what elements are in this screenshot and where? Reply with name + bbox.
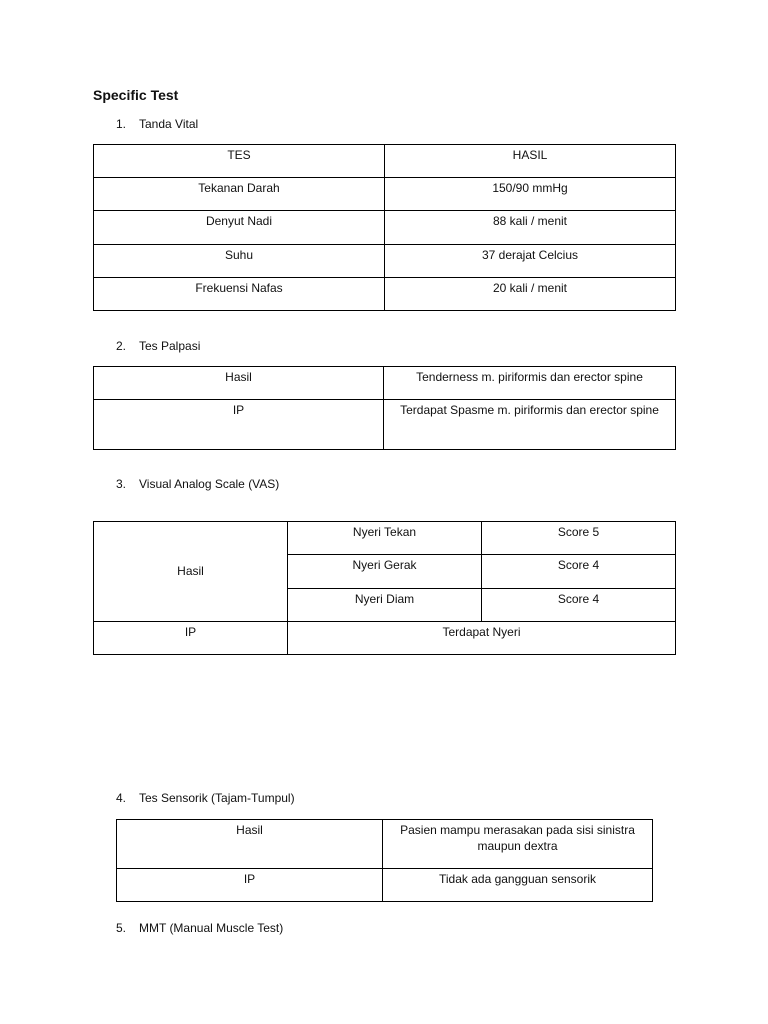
- table-cell: 150/90 mmHg: [385, 178, 676, 211]
- table-cell: Terdapat Nyeri: [288, 622, 676, 655]
- section-5-number: 5.: [116, 921, 127, 935]
- page-title: Specific Test: [93, 87, 179, 103]
- table-cell: Tenderness m. piriformis dan erector spine: [384, 367, 676, 400]
- table-row: [94, 522, 676, 555]
- table-cell: IP: [94, 400, 384, 450]
- table-cell: Score 4: [482, 589, 676, 622]
- vas-group-label: Hasil: [94, 522, 288, 622]
- table-cell: Denyut Nadi: [94, 211, 385, 245]
- section-2-heading: [116, 339, 200, 353]
- table-row: [94, 622, 676, 655]
- table-row: [94, 367, 676, 400]
- table-row: [94, 400, 676, 450]
- table-cell: 37 derajat Celcius: [385, 245, 676, 278]
- table-cell: Hasil: [94, 367, 384, 400]
- table-header-row: [94, 145, 676, 178]
- section-2-number: 2.: [116, 339, 127, 353]
- table-cell: Hasil: [117, 820, 383, 869]
- table-cell: 20 kali / menit: [385, 278, 676, 311]
- section-2-label: Tes Palpasi: [139, 339, 201, 353]
- table-row: [117, 869, 653, 902]
- section-1-heading: [116, 117, 198, 131]
- section-3-label: Visual Analog Scale (VAS): [139, 477, 280, 491]
- table-cell: IP: [117, 869, 383, 902]
- section-1-label: Tanda Vital: [139, 117, 199, 131]
- table-row: [94, 211, 676, 245]
- table-cell: Terdapat Spasme m. piriformis dan erector spine: [384, 400, 676, 450]
- table-cell: 88 kali / menit: [385, 211, 676, 245]
- vital-signs-table: [93, 144, 676, 311]
- table-cell: Nyeri Diam: [288, 589, 482, 622]
- table-cell: Suhu: [94, 245, 385, 278]
- section-5-heading: [116, 921, 283, 935]
- table-cell: Pasien mampu merasakan pada sisi sinistra maupun dextra: [383, 820, 653, 869]
- table-cell: Score 5: [482, 522, 676, 555]
- table-row: [94, 278, 676, 311]
- section-4-number: 4.: [116, 791, 127, 805]
- table-row: [94, 245, 676, 278]
- palpation-table: [93, 366, 676, 450]
- section-4-heading: [116, 791, 295, 805]
- header-tes: TES: [94, 145, 385, 178]
- section-1-number: 1.: [116, 117, 127, 131]
- section-4-label: Tes Sensorik (Tajam-Tumpul): [139, 791, 295, 805]
- vas-table: [93, 521, 676, 655]
- table-cell: IP: [94, 622, 288, 655]
- section-3-heading: [116, 477, 279, 491]
- table-cell: Nyeri Gerak: [288, 555, 482, 589]
- table-cell: Score 4: [482, 555, 676, 589]
- table-cell: Tidak ada gangguan sensorik: [383, 869, 653, 902]
- section-3-number: 3.: [116, 477, 127, 491]
- sensory-table: [116, 819, 653, 902]
- table-cell: Nyeri Tekan: [288, 522, 482, 555]
- header-hasil: HASIL: [385, 145, 676, 178]
- table-cell: Tekanan Darah: [94, 178, 385, 211]
- table-row: [94, 178, 676, 211]
- table-row: [117, 820, 653, 869]
- section-5-label: MMT (Manual Muscle Test): [139, 921, 284, 935]
- table-cell: Frekuensi Nafas: [94, 278, 385, 311]
